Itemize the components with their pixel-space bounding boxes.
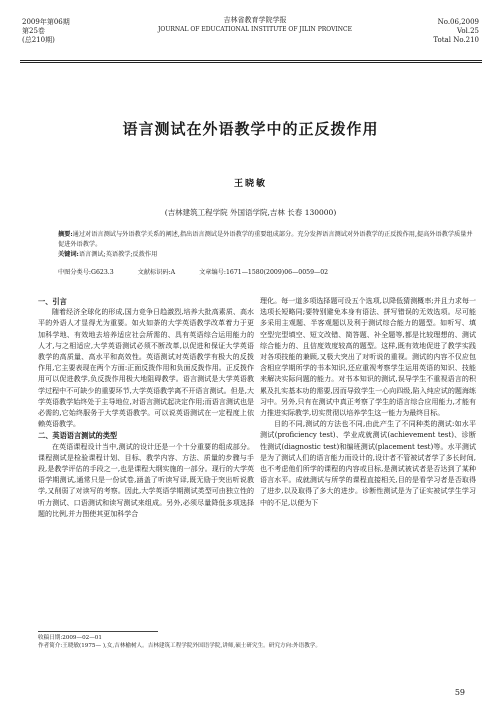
clc-number: 中图分类号:G623.3 bbox=[58, 269, 114, 276]
page-number: 59 bbox=[454, 688, 465, 697]
journal-name bbox=[120, 16, 390, 34]
author-affiliation: (吉林建筑工程学院 外国语学院,吉林 长春 130000) bbox=[164, 208, 337, 217]
header-rule bbox=[20, 60, 482, 61]
paper-title: 语言测试在外语教学中的正反拨作用 bbox=[122, 120, 379, 138]
issue-line-en: No.06,2009 bbox=[437, 18, 479, 26]
body-paragraph-continued: 理化。每一道多项选择题可设五个选项,以降低猜测概率;并且力求每一选项长短略同;要特别避免本身有语法、拼写错误的无效选项。尽可能多采用主观题、半客观题以及利于测试综合能力的题型。如听写、填空型完型填空、短文改错、简答题、补全题等,都是比较理想的、测试综合能力的、且信度效度较高的题型。这样,既有效地促进了教学实践对各项技能的兼顾,又极大突出了对听说的重视。测试的内容不仅应包含相应学期所学的书本知识,还应重视考察学生运用英语的知识、技能来解决实际问题的能力。对书本知识的测试,误导学生不重视语言的积累及扎实基本功的需要,因而导致学生一心向四级,陷入纯应试的题海练习中。另外,只有在测试中真正考察了学生的语言综合应用能力,才能有力推进实际教学,切实贯彻以培养学生这一能力为最终目标。 bbox=[260, 297, 476, 418]
article-number: 文章编号:1671—1580(2009)06—0059—02 bbox=[199, 269, 329, 276]
keywords-label: 关键词: bbox=[58, 251, 79, 258]
issue-line: 2009年第06期 bbox=[22, 18, 70, 26]
abstract-label: 摘要: bbox=[58, 231, 73, 238]
abstract-text: 通过对语言测试与外语教学关系的阐述,指出语言测试是外语教学的重要组成部分。充分发挥语言测试对外语教学的正反拨作用,提高外语教学质量并促进外语教学。 bbox=[58, 231, 473, 248]
journal-issue-info bbox=[22, 18, 70, 45]
journal-name-cn: 吉林省教育学院学报 bbox=[223, 16, 287, 24]
body-paragraph: 目的不同,测试的方法也不同,由此产生了不同种类的测试:如水平测试(proficiency test)、学业成就测试(achievement test)、诊断性测试(diagnostic test)和编班测试(placement test)等。水平测试是为了测试人们的语言能力而设计的,设计者不管被试者学了多长时间,也不考虑他们所学的课程的内容或目标,是测试被试者是否达到了某种语言水平。成就测试与所学的课程直接相关,目的是看学习者是否取得了进步,以及取得了多大的进步。诊断性测试是为了证实被试学生学习中的不足,以便为下 bbox=[260, 420, 476, 507]
keywords-text: 语言测试;英语教学;反拨作用 bbox=[78, 251, 158, 258]
footnote-block bbox=[38, 634, 478, 650]
author-bio: 作者简介:王晓敏(1975— ),女,吉林榆树人。吉林建筑工程学院外国语学院,讲师,硕士研究生。研究方向:外语教学。 bbox=[38, 643, 321, 649]
volume-line-en: Vol.25 bbox=[457, 27, 479, 35]
journal-issue-info-en bbox=[433, 18, 479, 45]
header-rule-second bbox=[20, 62, 482, 63]
journal-name-en: JOURNAL OF EDUCATIONAL INSTITUTE OF JILIN PROVINCE bbox=[158, 26, 352, 33]
footnote-rule bbox=[38, 631, 158, 632]
body-column-right bbox=[260, 296, 476, 509]
section-heading-intro: 一、引言 bbox=[38, 297, 67, 306]
received-date: 收稿日期:2009—02—01 bbox=[38, 635, 102, 641]
volume-line: 第25卷 bbox=[22, 27, 45, 35]
classification-meta bbox=[58, 268, 478, 277]
abstract-block bbox=[58, 230, 478, 260]
author-name: 王晓敏 bbox=[233, 179, 267, 189]
body-paragraph: 在英语课程设计当中,测试的设计还是一个十分重要的组成部分。课程测试是检验课程计划、目标、教学内容、方法、质量的步骤与手段,是教学评估的手段之一,也是课程大纲实施的一部分。现行的大学英语学期测试,通常只是一份试卷,涵盖了听读写译,既无励于突出听说教学,又削弱了对读写的考察。因此,大学英语学期测试类型可由独立性的听力测试、口语测试和读写测试来组成。另外,必须尽量降低多项选择题的比例,并力图使其更加科学合 bbox=[38, 442, 254, 518]
body-column-left bbox=[38, 296, 254, 520]
body-paragraph: 随着经济全球化的形成,国力竞争日趋激烈,培养大批高素质、高水平的外语人才显得尤为重要。如火如荼的大学英语教学改革着力于更加科学地、有效地去培养适应社会所需的、具有英语综合运用能力的人才,与之相适应,大学英语测试必须不断改革,以促进和保证大学英语教学的高质量、高水平和高效性。英语测试对英语教学有极大的反拨作用,它主要表现在两个方面:正面反拨作用和负面反拨作用。正反拨作用可以促进教学,负反拨作用极大地阻碍教学。语言测试是大学英语教学过程中不可缺少的重要环节,大学英语教学离不开语言测试。但是,大学英语教学始终处于主导地位,对语言测试起决定作用;而语言测试也是必需的,它始终服务于大学英语教学。可以说英语测试在一定程度上依赖英语教学。 bbox=[38, 308, 254, 429]
total-line: (总210期) bbox=[22, 36, 55, 44]
section-heading-test-types: 二、英语语言测试的类型 bbox=[38, 431, 118, 441]
document-code: 文献标识码:A bbox=[137, 269, 176, 276]
total-line-en: Total No.210 bbox=[433, 36, 479, 44]
